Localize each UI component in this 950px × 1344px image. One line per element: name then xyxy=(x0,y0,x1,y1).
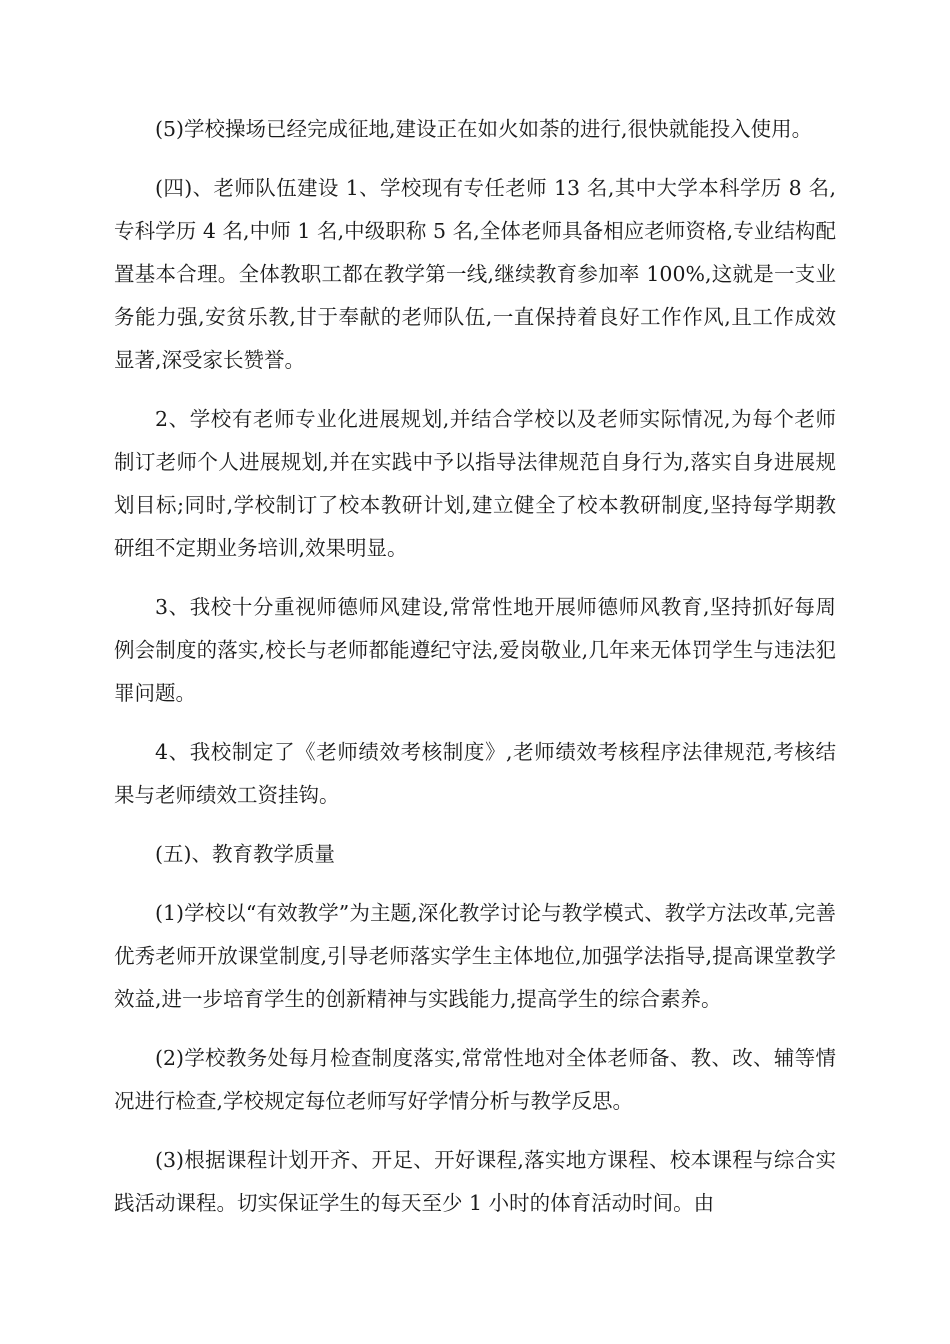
paragraph-curriculum: (3)根据课程计划开齐、开足、开好课程,落实地方课程、校本课程与综合实践活动课程。切实保证学生的每天至少 1 小时的体育活动时间。由 xyxy=(114,1148,836,1215)
paragraph-monthly-inspection: (2)学校教务处每月检查制度落实,常常性地对全体老师备、教、改、辅等情况进行检查,学校规定每位老师写好学情分析与教学反思。 xyxy=(114,1046,836,1113)
paragraph-ethics: 3、我校十分重视师德师风建设,常常性地开展师德师风教育,坚持抓好每周例会制度的落实,校长与老师都能遵纪守法,爱岗敬业,几年来无体罚学生与违法犯罪问题。 xyxy=(114,595,836,705)
paragraph-playground: (5)学校操场已经完成征地,建设正在如火如荼的进行,很快就能投入使用。 xyxy=(155,117,813,141)
paragraph-performance-assessment: 4、我校制定了《老师绩效考核制度》,老师绩效考核程序法律规范,考核结果与老师绩效工资挂钩。 xyxy=(114,740,836,807)
document-body xyxy=(114,108,836,1241)
paragraph-teacher-team: (四)、老师队伍建设 1、学校现有专任老师 13 名,其中大学本科学历 8 名,专科学历 4 名,中师 1 名,中级职称 5 名,全体老师具备相应老师资格,专业结构配置基本合理。全体教职工都在教学第一线,继续教育参加率 100%,这就是一支业务能力强,安贫乐教,甘于奉献的老师队伍,一直保持着良好工作作风,且工作成效显著,深受家长赞誉。 xyxy=(114,176,836,372)
section-heading-teaching-quality: (五)、教育教学质量 xyxy=(155,842,335,866)
paragraph-effective-teaching: (1)学校以“有效教学”为主题,深化教学讨论与教学模式、教学方法改革,完善优秀老师开放课堂制度,引导老师落实学生主体地位,加强学法指导,提高课堂教学效益,进一步培育学生的创新精神与实践能力,提高学生的综合素养。 xyxy=(114,901,836,1011)
paragraph-professional-development: 2、学校有老师专业化进展规划,并结合学校以及老师实际情况,为每个老师制订老师个人进展规划,并在实践中予以指导法律规范自身行为,落实自身进展规划目标;同时,学校制订了校本教研计划,建立健全了校本教研制度,坚持每学期教研组不定期业务培训,效果明显。 xyxy=(114,407,836,560)
